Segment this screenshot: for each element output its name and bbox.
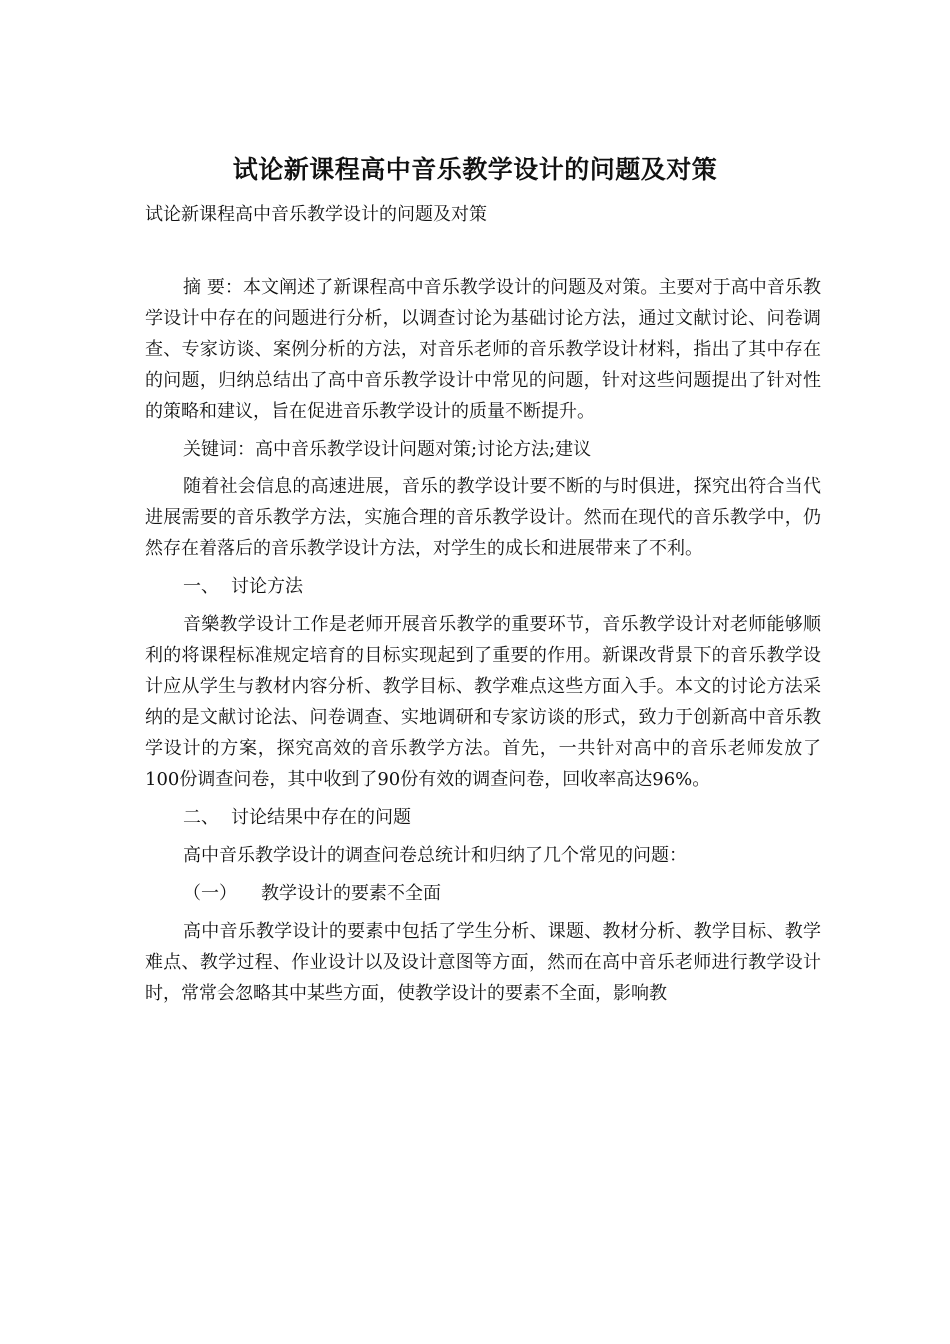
subsection1-paragraph: 高中音乐教学设计的要素中包括了学生分析、课题、教材分析、教学目标、教学难点、教学过程、作业设计以及设计意图等方面，然而在高中音乐老师进行教学设计时，常常会忽略其中某些方面，使教学设计的要素不全面，影响教 bbox=[145, 921, 821, 1004]
section-heading-2 bbox=[145, 802, 821, 833]
section-number: 二、 bbox=[183, 807, 219, 828]
subsection-title: 教学设计的要素不全面 bbox=[261, 883, 441, 904]
section2-paragraph: 高中音乐教学设计的调查问卷总统计和归纳了几个常见的问题： bbox=[183, 845, 687, 866]
document-subtitle: 试论新课程高中音乐教学设计的问题及对策 bbox=[145, 204, 487, 225]
abstract-paragraph: 摘 要：本文阐述了新课程高中音乐教学设计的问题及对策。主要对于高中音乐教学设计中存在的问题进行分析，以调查讨论为基础讨论方法，通过文献讨论、问卷调查、专家访谈、案例分析的方法，对音乐老师的音乐教学设计材料，指出了其中存在的问题，归纳总结出了高中音乐教学设计中常见的问题，针对这些问题提出了针对性的策略和建议，旨在促进音乐教学设计的质量不断提升。 bbox=[145, 277, 821, 422]
section-title: 讨论结果中存在的问题 bbox=[231, 807, 411, 828]
section-title: 讨论方法 bbox=[231, 576, 303, 597]
section1-paragraph: 音樂教学设计工作是老师开展音乐教学的重要环节，音乐教学设计对老师能够顺利的将课程标准规定培育的目标实现起到了重要的作用。新课改背景下的音乐教学设计应从学生与教材内容分析、教学目标、教学难点这些方面入手。本文的讨论方法采纳的是文献讨论法、问卷调查、实地调研和专家访谈的形式，致力于创新高中音乐教学设计的方案，探究高效的音乐教学方法。首先，一共针对高中的音乐老师发放了100份调查问卷，其中收到了90份有效的调查问卷，回收率高达96%。 bbox=[145, 614, 821, 790]
section-heading-1 bbox=[145, 571, 821, 602]
keywords-line: 关键词：高中音乐教学设计问题对策;讨论方法;建议 bbox=[183, 439, 592, 460]
subsection-heading-1 bbox=[145, 878, 821, 909]
subsection-number: （一） bbox=[183, 883, 237, 904]
intro-paragraph: 随着社会信息的高速进展，音乐的教学设计要不断的与时俱进，探究出符合当代进展需要的音乐教学方法，实施合理的音乐教学设计。然而在现代的音乐教学中，仍然存在着落后的音乐教学设计方法，对学生的成长和进展带来了不利。 bbox=[145, 476, 821, 559]
document-title: 试论新课程高中音乐教学设计的问题及对策 bbox=[232, 155, 718, 184]
document-body bbox=[145, 272, 821, 1016]
section-number: 一、 bbox=[183, 576, 219, 597]
